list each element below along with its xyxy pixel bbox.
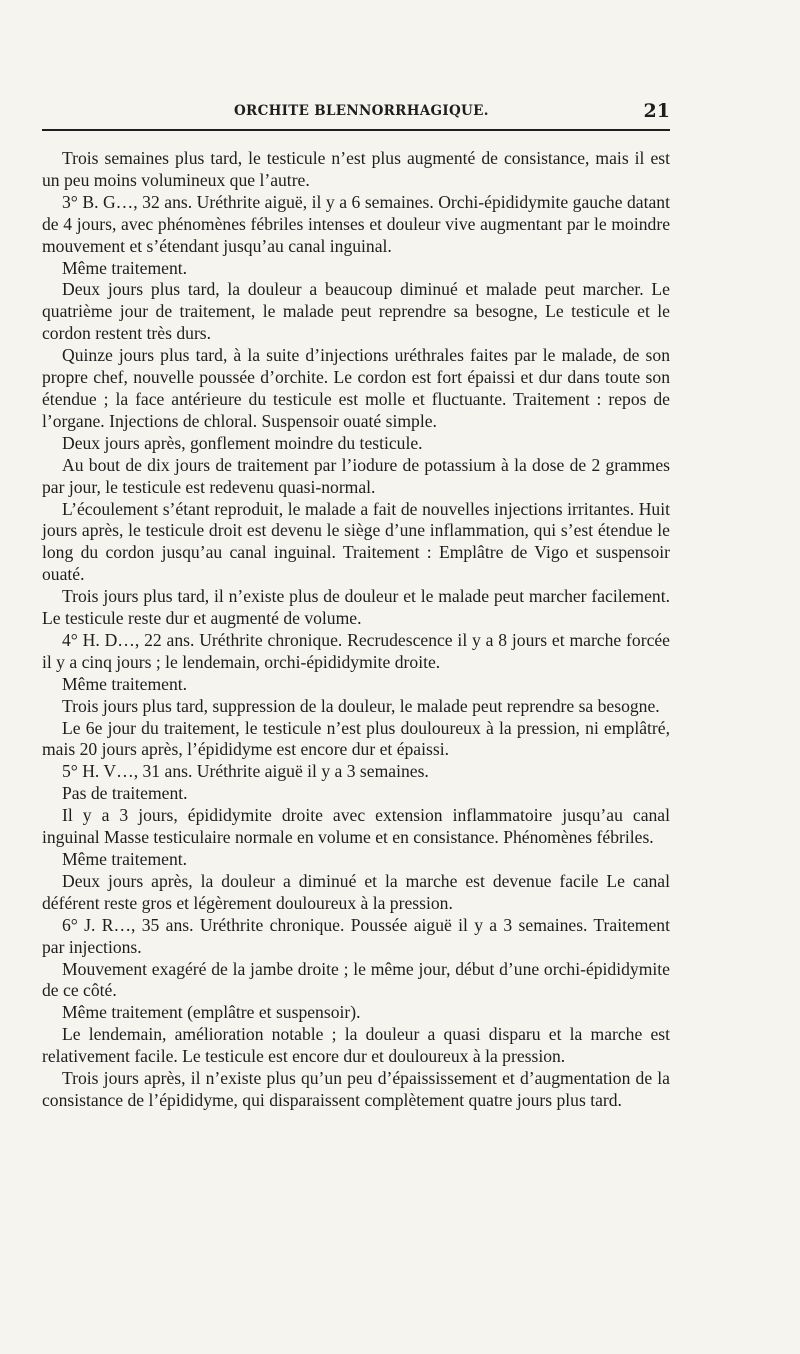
paragraph: Deux jours après, gonflement moindre du testicule. xyxy=(62,432,423,453)
paragraph: Le lendemain, amélioration notable ; la douleur a quasi disparu et la marche est relativement facile. Le testicule est encore dur et douloureux à la pression. xyxy=(42,1024,670,1067)
paragraph: Deux jours après, la douleur a diminué et la marche est devenue facile Le canal déférent reste gros et légèrement douloureux à la pression. xyxy=(42,870,670,913)
paragraph: Pas de traitement. xyxy=(62,783,188,804)
paragraph: Même traitement. xyxy=(62,673,188,694)
paragraph: 3° B. G…, 32 ans. Uréthrite aiguë, il y a 6 semaines. Orchi-épididymite gauche datant de 4 jours, avec phénomènes fébriles intenses et douleur vive augmentant par le moindre mouvement et s’étendant jusqu’au canal inguinal. xyxy=(42,191,670,256)
paragraph: Trois jours plus tard, il n’existe plus de douleur et le malade peut marcher facilement. Le testicule reste dur et augmenté de volume. xyxy=(42,586,670,629)
header-rule xyxy=(42,129,670,131)
page-number: 21 xyxy=(643,100,670,122)
paragraph: Au bout de dix jours de traitement par l’iodure de potassium à la dose de 2 grammes par jour, le testicule est redevenu quasi-normal. xyxy=(42,454,670,497)
page-header xyxy=(42,100,670,124)
paragraph: Même traitement. xyxy=(62,257,188,278)
paragraph: 5° H. V…, 31 ans. Uréthrite aiguë il y a 3 semaines. xyxy=(62,761,429,782)
paragraph: Le 6e jour du traitement, le testicule n’est plus douloureux à la pression, ni emplâtré, mais 20 jours après, l’épididyme est encore dur et épaissi. xyxy=(42,717,670,760)
paragraph: Même traitement (emplâtre et suspensoir). xyxy=(62,1002,361,1023)
running-title: ORCHITE BLENNORRHAGIQUE. xyxy=(234,103,489,119)
paragraph: Même traitement. xyxy=(62,849,188,869)
paragraph: Il y a 3 jours, épididymite droite avec extension inflammatoire jusqu’au canal inguinal Masse testiculaire normale en volume et en consistance. Phénomènes fébriles. xyxy=(42,805,670,848)
paragraph: Quinze jours plus tard, à la suite d’injections uréthrales faites par le malade, de son propre chef, nouvelle poussée d’orchite. Le cordon est fort épaissi et dur dans toute son étendue ; la face antérieure du testicule est molle et fluctuante. Traitement : repos de l’organe. Injections de chloral. Suspensoir ouaté simple. xyxy=(42,345,670,431)
paragraph: Deux jours plus tard, la douleur a beaucoup diminué et malade peut marcher. Le quatrième jour de traitement, le malade peut reprendre sa besogne, Le testicule et le cordon restent très durs. xyxy=(42,279,670,344)
paragraph: Trois jours après, il n’existe plus qu’un peu d’épaississement et d’augmentation de la consistance de l’épididyme, qui disparaissent complètement quatre jours plus tard. xyxy=(42,1068,670,1110)
paragraph: Mouvement exagéré de la jambe droite ; le même jour, début d’une orchi-épididymite de ce côté. xyxy=(42,958,670,1001)
paragraph: 6° J. R…, 35 ans. Uréthrite chronique. Poussée aiguë il y a 3 semaines. Traitement par injections. xyxy=(42,914,670,957)
paragraph: Trois semaines plus tard, le testicule n’est plus augmenté de consistance, mais il est un peu moins volumineux que l’autre. xyxy=(42,148,670,190)
body-text xyxy=(42,148,670,1112)
paragraph: Trois jours plus tard, suppression de la douleur, le malade peut reprendre sa besogne. xyxy=(62,695,660,716)
paragraph: 4° H. D…, 22 ans. Uréthrite chronique. Recrudescence il y a 8 jours et marche forcée il y a cinq jours ; le lendemain, orchi-épididymite droite. xyxy=(42,629,670,672)
paragraph: L’écoulement s’étant reproduit, le malade a fait de nouvelles injections irritantes. Huit jours après, le testicule droit est devenu le siège d’une inflammation, qui s’est étendue le long du cordon jusqu’au canal inguinal. Traitement : Emplâtre de Vigo et suspensoir ouaté. xyxy=(42,498,670,585)
